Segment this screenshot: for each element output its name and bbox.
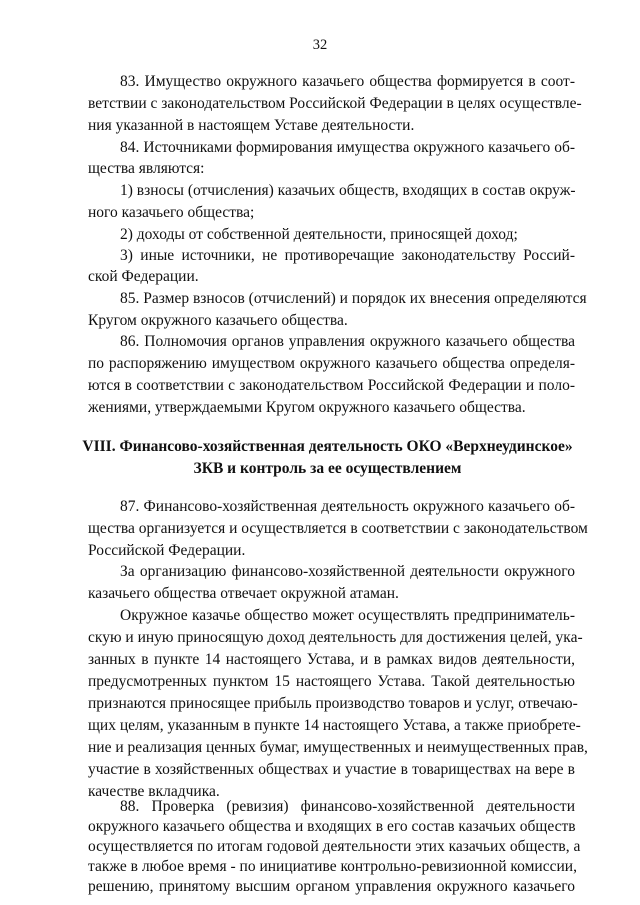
p84-item3-line-2: ской Федерации.	[88, 268, 199, 285]
p88-line-5: решению, принятому высшим органом управления окружного казачьего	[88, 878, 575, 895]
p87c-line-2: скую и иную приносящую доход деятельность для достижения целей, ука-	[88, 629, 583, 646]
p87b-line-1: За организацию финансово-хозяйственной деятельности окружного	[120, 563, 575, 580]
p87c-line-9: качестве вкладчика.	[88, 783, 220, 800]
p88-line-3: осуществляется по итогам годовой деятельности этих казачьих обществ, а	[88, 838, 581, 855]
p87-line-3: Российской Федерации.	[88, 542, 246, 559]
p85-line-1: 85. Размер взносов (отчислений) и порядок их внесения определяются	[120, 290, 587, 307]
p87c-line-3: занных в пункте 14 настоящего Устава, и в рамках видов деятельности,	[88, 651, 575, 668]
p88-line-2: окружного казачьего общества и входящих в его состав казачьих обществ	[88, 818, 576, 835]
p86-line-3: ются в соответствии с законодательством Российской Федерации и поло-	[88, 377, 575, 394]
p84-item2-line-1: 2) доходы от собственной деятельности, приносящей доход;	[120, 226, 518, 243]
p88-line-4: также в любое время - по инициативе контрольно-ревизионной комиссии,	[88, 858, 577, 875]
p87c-line-8: участие в хозяйственных обществах и участие в товариществах на вере в	[88, 761, 575, 778]
p87-line-2: щества организуется и осуществляется в соответствии с законодательством	[88, 520, 588, 537]
p87b-line-2: казачьего общества отвечает окружной атаман.	[88, 585, 399, 602]
p87c-line-4: предусмотренных пунктом 15 настоящего Устава. Такой деятельностью	[88, 673, 575, 690]
p84-line-2: щества являются:	[88, 160, 205, 177]
p88-line-1: 88. Проверка (ревизия) финансово-хозяйственной деятельности	[120, 798, 575, 815]
p83-line-3: ния указанной в настоящем Уставе деятельности.	[88, 117, 415, 134]
section-heading-line-1: VIII. Финансово-хозяйственная деятельность ОКО «Верхнеудинское»	[82, 438, 573, 455]
p87c-line-1: Окружное казачье общество может осуществлять предприниматель-	[120, 607, 575, 624]
p84-item1-line-1: 1) взносы (отчисления) казачьих обществ, входящих в состав окруж-	[120, 182, 576, 199]
p85-line-2: Кругом окружного казачьего общества.	[88, 312, 348, 329]
p87c-line-6: щих целям, указанным в пункте 14 настоящего Устава, а также приобрете-	[88, 717, 581, 734]
p87c-line-7: ние и реализация ценных бумаг, имущественных и неимущественных прав,	[88, 739, 588, 756]
p84-line-1: 84. Источниками формирования имущества окружного казачьего об-	[120, 139, 575, 156]
p84-item1-line-2: ного казачьего общества;	[88, 204, 255, 221]
p86-line-2: по распоряжению имуществом окружного казачьего общества определя-	[88, 355, 575, 372]
p83-line-2: ветствии с законодательством Российской Федерации в целях осуществле-	[88, 95, 582, 112]
p86-line-1: 86. Полномочия органов управления окружного казачьего общества	[120, 333, 575, 350]
page-number: 32	[312, 37, 328, 53]
p83-line-1: 83. Имущество окружного казачьего общества формируется в соот-	[120, 73, 575, 90]
p87c-line-5: признаются приносящее прибыль производство товаров и услуг, отвечаю-	[88, 695, 578, 712]
p84-item3-line-1: 3) иные источники, не противоречащие законодательству Россий-	[120, 247, 575, 264]
p87-line-1: 87. Финансово-хозяйственная деятельность окружного казачьего об-	[120, 498, 575, 515]
p86-line-4: жениями, утверждаемыми Кругом окружного казачьего общества.	[88, 399, 526, 416]
section-heading-line-2: ЗКВ и контроль за ее осуществлением	[193, 460, 462, 477]
